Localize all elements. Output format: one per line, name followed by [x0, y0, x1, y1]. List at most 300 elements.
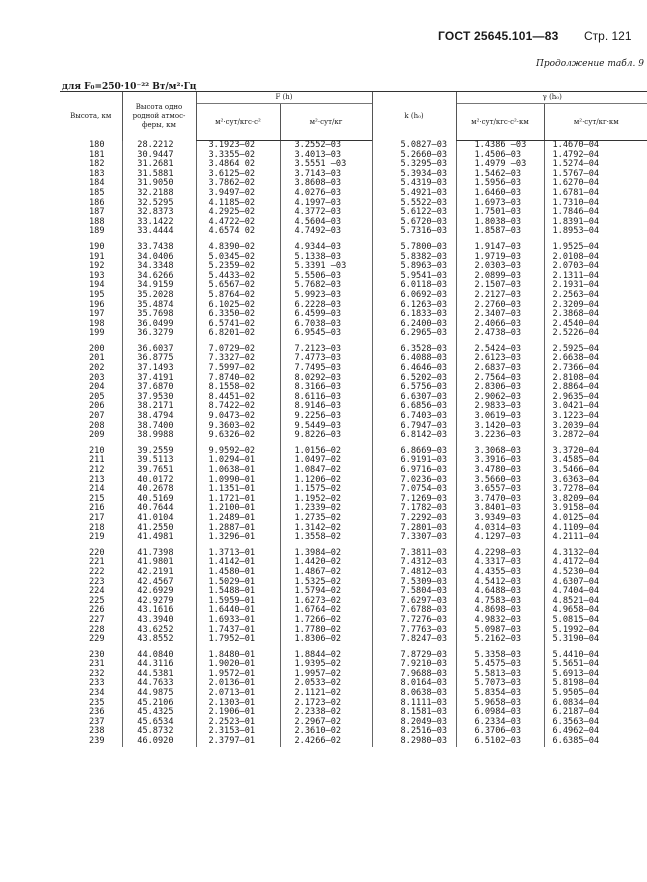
cell-k: 8.2049—03	[372, 718, 456, 728]
cell-gamma-kgs: 1.9147—03	[456, 243, 544, 253]
cell-gamma-kg: 2.0703—04	[544, 262, 647, 272]
cell-f-kg: 1.2735—02	[280, 514, 372, 524]
cell-gamma-kgs: 3.3068—03	[456, 447, 544, 457]
cell-atm-height: 46.0920	[122, 737, 196, 747]
cell-k: 5.7800—03	[372, 243, 456, 253]
cell-k: 5.5522—03	[372, 199, 456, 209]
cell-height: 196	[88, 299, 105, 310]
cell-f-kgs: 1.4142—01	[196, 558, 280, 568]
cell-gamma-kgs: 3.2236—03	[456, 431, 544, 441]
cell-f-kgs: 8.1558—02	[196, 383, 280, 393]
cell-gamma-kg: 4.5230—04	[544, 568, 647, 578]
cell-gamma-kgs: 2.1507—03	[456, 281, 544, 291]
cell-f-kgs: 5.0345—02	[196, 253, 280, 263]
cell-f-kgs: 3.9497—02	[196, 189, 280, 199]
cell-gamma-kg: 2.6638—04	[544, 354, 647, 364]
cell-atm-height: 42.6929	[122, 587, 196, 597]
cell-f-kg: 4.7492—03	[280, 227, 372, 237]
cell-gamma-kgs: 1.7501—03	[456, 208, 544, 218]
cell-k: 7.1269—03	[372, 495, 456, 505]
cell-f-kgs: 2.2523—01	[196, 718, 280, 728]
cell-gamma-kg: 5.1992—04	[544, 626, 647, 636]
cell-gamma-kgs: 4.6488—03	[456, 587, 544, 597]
cell-atm-height: 40.0172	[122, 476, 196, 486]
cell-f-kgs: 1.1721—01	[196, 495, 280, 505]
cell-height: 180	[88, 139, 105, 150]
cell-gamma-kgs: 1.4506—03	[456, 151, 544, 161]
cell-gamma-kg: 5.0815—04	[544, 616, 647, 626]
cell-height: 233	[88, 678, 105, 689]
cell-gamma-kg: 3.0421—04	[544, 402, 647, 412]
cell-k: 6.4088—03	[372, 354, 456, 364]
cell-height: 198	[88, 318, 105, 329]
cell-gamma-kg: 3.2039—04	[544, 422, 647, 432]
cell-k: 7.6297—03	[372, 597, 456, 607]
cell-gamma-kg: 4.9658—04	[544, 606, 647, 616]
cell-f-kgs: 9.9592—02	[196, 447, 280, 457]
cell-gamma-kgs: 4.0314—03	[456, 524, 544, 534]
cell-f-kgs: 2.3153—01	[196, 727, 280, 737]
cell-f-kg: 1.1575—02	[280, 485, 372, 495]
cell-gamma-kg: 1.5274—04	[544, 160, 647, 170]
cell-gamma-kg: 4.2111—04	[544, 533, 647, 543]
cell-height: 231	[88, 659, 105, 670]
cell-k: 6.1263—03	[372, 301, 456, 311]
cell-atm-height: 36.3279	[122, 329, 196, 339]
cell-atm-height: 31.5881	[122, 170, 196, 180]
cell-gamma-kgs: 5.2162—03	[456, 635, 544, 645]
cell-height: 224	[88, 586, 105, 597]
cell-gamma-kgs: 2.0303—03	[456, 262, 544, 272]
cell-gamma-kg: 4.1109—04	[544, 524, 647, 534]
cell-atm-height: 31.9050	[122, 179, 196, 189]
cell-height: 239	[88, 736, 105, 747]
cell-f-kgs: 1.2489—01	[196, 514, 280, 524]
cell-k: 8.0164—03	[372, 679, 456, 689]
cell-f-kgs: 9.0473—02	[196, 412, 280, 422]
cell-f-kg: 1.3142—02	[280, 524, 372, 534]
cell-height: 220	[88, 547, 105, 558]
cell-f-kg: 1.7780—02	[280, 626, 372, 636]
cell-f-kgs: 6.1025—02	[196, 301, 280, 311]
cell-f-kgs: 1.3296—01	[196, 533, 280, 543]
cell-atm-height: 33.7438	[122, 243, 196, 253]
cell-gamma-kg: 3.3720—04	[544, 447, 647, 457]
cell-k: 5.8382—03	[372, 253, 456, 263]
cell-f-kg: 2.0533—02	[280, 679, 372, 689]
col-header-f-kg: м²·сут/кг	[280, 104, 372, 141]
cell-height: 189	[88, 226, 105, 237]
cell-k: 6.0118—03	[372, 281, 456, 291]
cell-height: 208	[88, 420, 105, 431]
cell-height: 221	[88, 557, 105, 568]
cell-height: 225	[88, 595, 105, 606]
cell-f-kg: 9.2256—03	[280, 412, 372, 422]
cell-height: 230	[88, 649, 105, 660]
cell-gamma-kgs: 2.3407—03	[456, 310, 544, 320]
cell-atm-height: 40.5169	[122, 495, 196, 505]
cell-f-kgs: 1.2100—01	[196, 504, 280, 514]
table-row	[60, 533, 647, 543]
table-body	[60, 141, 647, 747]
cell-gamma-kg: 5.9505—04	[544, 689, 647, 699]
cell-height: 205	[88, 391, 105, 402]
cell-atm-height: 36.8775	[122, 354, 196, 364]
cell-atm-height: 42.4567	[122, 578, 196, 588]
cell-f-kg: 6.9545—03	[280, 329, 372, 339]
cell-f-kg: 2.1723—02	[280, 699, 372, 709]
cell-f-kgs: 1.8480—01	[196, 651, 280, 661]
cell-gamma-kg: 5.6913—04	[544, 670, 647, 680]
col-header-gamma-kgs: м²·сут/кгс·с²·км	[456, 104, 544, 141]
cell-atm-height: 45.4325	[122, 708, 196, 718]
cell-f-kg: 1.0156—02	[280, 447, 372, 457]
col-header-gamma-kg: м²·сут/кг·км	[544, 104, 647, 141]
cell-f-kgs: 1.0638—01	[196, 466, 280, 476]
cell-f-kgs: 4.8390—02	[196, 243, 280, 253]
cell-gamma-kgs: 3.8401—03	[456, 504, 544, 514]
cell-height: 187	[88, 207, 105, 218]
cell-height: 228	[88, 624, 105, 635]
cell-f-kg: 7.4773—03	[280, 354, 372, 364]
cell-height: 223	[88, 576, 105, 587]
table-row	[60, 431, 647, 441]
cell-gamma-kgs: 5.3358—03	[456, 651, 544, 661]
cell-gamma-kg: 5.5651—04	[544, 660, 647, 670]
cell-gamma-kg: 3.8209—04	[544, 495, 647, 505]
col-header-k: k (h₀)	[372, 92, 456, 141]
cell-f-kgs: 4.4722—02	[196, 218, 280, 228]
cell-k: 7.9688—03	[372, 670, 456, 680]
cell-k: 7.5804—03	[372, 587, 456, 597]
cell-gamma-kgs: 6.2334—03	[456, 718, 544, 728]
cell-f-kg: 5.7682—03	[280, 281, 372, 291]
cell-atm-height: 39.7651	[122, 466, 196, 476]
cell-f-kgs: 8.7422—02	[196, 402, 280, 412]
cell-k: 7.5309—03	[372, 578, 456, 588]
cell-gamma-kg: 4.0125—04	[544, 514, 647, 524]
cell-gamma-kgs: 3.9349—03	[456, 514, 544, 524]
cell-atm-height: 37.1493	[122, 364, 196, 374]
cell-gamma-kgs: 2.4738—03	[456, 329, 544, 339]
cell-f-kgs: 7.3327—02	[196, 354, 280, 364]
cell-atm-height: 39.2559	[122, 447, 196, 457]
cell-atm-height: 41.4981	[122, 533, 196, 543]
cell-f-kgs: 8.4451—02	[196, 393, 280, 403]
cell-gamma-kgs: 1.9719—03	[456, 253, 544, 263]
cell-f-kgs: 1.9020—01	[196, 660, 280, 670]
cell-f-kgs: 7.8740—02	[196, 374, 280, 384]
cell-gamma-kg: 1.6270—04	[544, 179, 647, 189]
cell-f-kgs: 1.5959—01	[196, 597, 280, 607]
cell-k: 7.9210—03	[372, 660, 456, 670]
cell-f-kgs: 1.0294—01	[196, 456, 280, 466]
cell-atm-height: 44.0840	[122, 651, 196, 661]
cell-gamma-kg: 3.6363—04	[544, 476, 647, 486]
cell-atm-height: 32.8373	[122, 208, 196, 218]
cell-k: 8.1581—03	[372, 708, 456, 718]
cell-f-kg: 1.6764—02	[280, 606, 372, 616]
cell-k: 5.4921—03	[372, 189, 456, 199]
cell-f-kg: 1.8844—02	[280, 651, 372, 661]
cell-f-kg: 4.5604—03	[280, 218, 372, 228]
cell-gamma-kgs: 2.4066—03	[456, 320, 544, 330]
cell-k: 7.8729—03	[372, 651, 456, 661]
cell-f-kg: 1.0847—02	[280, 466, 372, 476]
table-row	[60, 329, 647, 339]
cell-gamma-kg: 2.8108—04	[544, 374, 647, 384]
cell-f-kgs: 2.3797—01	[196, 737, 280, 747]
cell-gamma-kg: 4.7404—04	[544, 587, 647, 597]
cell-height: 194	[88, 280, 105, 291]
cell-height: 218	[88, 522, 105, 533]
cell-f-kgs: 4.1185—02	[196, 199, 280, 209]
standard-title: ГОСТ 25645.101—83	[438, 29, 559, 43]
cell-atm-height: 43.3940	[122, 616, 196, 626]
cell-height: 209	[88, 430, 105, 441]
cell-k: 5.3934—03	[372, 170, 456, 180]
cell-f-kgs: 2.1906—01	[196, 708, 280, 718]
cell-f-kgs: 2.0713—01	[196, 689, 280, 699]
cell-height: 236	[88, 707, 105, 718]
cell-gamma-kgs: 1.5956—03	[456, 179, 544, 189]
cell-gamma-kg: 6.6385—04	[544, 737, 647, 747]
cell-gamma-kgs: 3.4780—03	[456, 466, 544, 476]
cell-f-kgs: 5.2359—02	[196, 262, 280, 272]
cell-f-kgs: 1.7952—01	[196, 635, 280, 645]
cell-gamma-kgs: 1.4979 —03	[456, 160, 544, 170]
cell-f-kgs: 3.4864 02	[196, 160, 280, 170]
cell-gamma-kgs: 2.9833—03	[456, 402, 544, 412]
cell-height: 184	[88, 178, 105, 189]
cell-f-kgs: 3.7862—02	[196, 179, 280, 189]
cell-f-kg: 1.9395—02	[280, 660, 372, 670]
cell-k: 6.9191—03	[372, 456, 456, 466]
cell-gamma-kgs: 4.9832—03	[456, 616, 544, 626]
cell-f-kg: 4.0276—03	[280, 189, 372, 199]
cell-gamma-kgs: 2.2127—03	[456, 291, 544, 301]
cell-height: 190	[88, 241, 105, 252]
cell-height: 229	[88, 634, 105, 645]
cell-atm-height: 38.7400	[122, 422, 196, 432]
cell-gamma-kg: 2.4540—04	[544, 320, 647, 330]
cell-f-kg: 1.4867—02	[280, 568, 372, 578]
cell-k: 8.2516—03	[372, 727, 456, 737]
cell-gamma-kg: 3.2872—04	[544, 431, 647, 441]
cell-f-kgs: 6.5741—02	[196, 320, 280, 330]
cell-f-kg: 1.9957—02	[280, 670, 372, 680]
cell-k: 7.4812—03	[372, 568, 456, 578]
cell-k: 6.9716—03	[372, 466, 456, 476]
cell-gamma-kg: 1.7846—04	[544, 208, 647, 218]
cell-f-kgs: 3.1923—02	[196, 141, 280, 151]
cell-gamma-kgs: 2.0899—03	[456, 272, 544, 282]
cell-gamma-kgs: 1.8038—03	[456, 218, 544, 228]
cell-gamma-kg: 2.9635—04	[544, 393, 647, 403]
cell-f-kg: 5.1338—03	[280, 253, 372, 263]
cell-f-kgs: 4.6574 02	[196, 227, 280, 237]
cell-gamma-kg: 4.3132—04	[544, 549, 647, 559]
cell-height: 195	[88, 289, 105, 300]
cell-atm-height: 44.5381	[122, 670, 196, 680]
cell-f-kgs: 6.3350—02	[196, 310, 280, 320]
cell-gamma-kg: 6.4962—04	[544, 727, 647, 737]
cell-f-kg: 5.5506—03	[280, 272, 372, 282]
cell-gamma-kg: 1.8391—04	[544, 218, 647, 228]
cell-f-kg: 6.2228—03	[280, 301, 372, 311]
cell-gamma-kg: 1.9525—04	[544, 243, 647, 253]
cell-atm-height: 36.6037	[122, 345, 196, 355]
cell-gamma-kgs: 1.4386 —03	[456, 141, 544, 151]
cell-gamma-kg: 4.4172—04	[544, 558, 647, 568]
cell-gamma-kg: 2.7366—04	[544, 364, 647, 374]
cell-k: 6.6307—03	[372, 393, 456, 403]
cell-k: 6.8142—03	[372, 431, 456, 441]
cell-atm-height: 38.9988	[122, 431, 196, 441]
cell-k: 5.2660—03	[372, 151, 456, 161]
cell-k: 8.2980—03	[372, 737, 456, 747]
cell-f-kg: 8.0292—03	[280, 374, 372, 384]
cell-atm-height: 43.8552	[122, 635, 196, 645]
col-header-atm-height: Высота одно родной атмос-феры, км	[122, 92, 196, 141]
cell-atm-height: 45.8732	[122, 727, 196, 737]
cell-atm-height: 28.2212	[122, 141, 196, 151]
cell-gamma-kgs: 3.6557—03	[456, 485, 544, 495]
cell-k: 5.6720—03	[372, 218, 456, 228]
cell-gamma-kgs: 2.9062—03	[456, 393, 544, 403]
cell-atm-height: 31.2681	[122, 160, 196, 170]
cell-f-kgs: 5.8764—02	[196, 291, 280, 301]
cell-k: 7.0236—03	[372, 476, 456, 486]
cell-f-kg: 1.3558—02	[280, 533, 372, 543]
cell-height: 200	[88, 343, 105, 354]
cell-height: 222	[88, 566, 105, 577]
cell-gamma-kgs: 5.9658—03	[456, 699, 544, 709]
cell-f-kgs: 3.6125—02	[196, 170, 280, 180]
cell-height: 237	[88, 716, 105, 727]
cell-f-kg: 5.9923—03	[280, 291, 372, 301]
cell-k: 6.5756—03	[372, 383, 456, 393]
cell-gamma-kgs: 3.1420—03	[456, 422, 544, 432]
cell-f-kgs: 7.0729—02	[196, 345, 280, 355]
cell-f-kg: 6.7038—03	[280, 320, 372, 330]
cell-k: 6.2965—03	[372, 329, 456, 339]
table-header-row	[60, 92, 647, 104]
cell-atm-height: 30.9447	[122, 151, 196, 161]
cell-gamma-kgs: 5.5813—03	[456, 670, 544, 680]
cell-gamma-kg: 3.7278—04	[544, 485, 647, 495]
cell-gamma-kg: 2.3209—04	[544, 301, 647, 311]
cell-f-kg: 6.4599—03	[280, 310, 372, 320]
cell-f-kg: 5.3391 —03	[280, 262, 372, 272]
cell-f-kg: 1.8306—02	[280, 635, 372, 645]
cell-gamma-kg: 1.4792—04	[544, 151, 647, 161]
cell-f-kg: 1.3984—02	[280, 549, 372, 559]
cell-atm-height: 43.6252	[122, 626, 196, 636]
cell-gamma-kg: 2.3868—04	[544, 310, 647, 320]
cell-k: 6.7403—03	[372, 412, 456, 422]
cell-gamma-kgs: 1.6460—03	[456, 189, 544, 199]
cell-k: 6.0692—03	[372, 291, 456, 301]
cell-k: 5.9541—03	[372, 272, 456, 282]
cell-atm-height: 42.2191	[122, 568, 196, 578]
cell-f-kgs: 1.2887—01	[196, 524, 280, 534]
cell-gamma-kgs: 2.8306—03	[456, 383, 544, 393]
cell-height: 206	[88, 401, 105, 412]
cell-height: 191	[88, 251, 105, 262]
cell-f-kg: 3.8608—03	[280, 179, 372, 189]
cell-f-kg: 2.1121—02	[280, 689, 372, 699]
cell-k: 7.3307—03	[372, 533, 456, 543]
cell-atm-height: 41.0104	[122, 514, 196, 524]
cell-gamma-kg: 2.5925—04	[544, 345, 647, 355]
cell-f-kg: 3.5551 —03	[280, 160, 372, 170]
cell-gamma-kgs: 3.3916—03	[456, 456, 544, 466]
cell-k: 7.2292—03	[372, 514, 456, 524]
cell-gamma-kgs: 4.5412—03	[456, 578, 544, 588]
cell-atm-height: 44.3116	[122, 660, 196, 670]
col-header-height: Высота, км	[60, 92, 122, 141]
cell-gamma-kgs: 6.5102—03	[456, 737, 544, 747]
cell-f-kgs: 2.1303—01	[196, 699, 280, 709]
cell-f-kgs: 5.4433—02	[196, 272, 280, 282]
cell-gamma-kg: 1.4670—04	[544, 141, 647, 151]
cell-f-kg: 1.0497—02	[280, 456, 372, 466]
cell-atm-height: 34.6266	[122, 272, 196, 282]
cell-height: 216	[88, 503, 105, 514]
cell-gamma-kg: 2.8864—04	[544, 383, 647, 393]
cell-k: 7.3811—03	[372, 549, 456, 559]
cell-k: 6.8669—03	[372, 447, 456, 457]
cell-k: 7.6788—03	[372, 606, 456, 616]
cell-height: 232	[88, 668, 105, 679]
cell-f-kgs: 1.9572—01	[196, 670, 280, 680]
cell-gamma-kgs: 2.6837—03	[456, 364, 544, 374]
cell-gamma-kg: 3.5466—04	[544, 466, 647, 476]
cell-f-kgs: 1.3713—01	[196, 549, 280, 559]
cell-height: 188	[88, 216, 105, 227]
cell-f-kgs: 1.7437—01	[196, 626, 280, 636]
cell-height: 192	[88, 261, 105, 272]
data-table	[60, 91, 647, 747]
cell-gamma-kgs: 2.2760—03	[456, 301, 544, 311]
cell-gamma-kgs: 3.5660—03	[456, 476, 544, 486]
cell-atm-height: 37.9530	[122, 393, 196, 403]
cell-k: 6.1833—03	[372, 310, 456, 320]
cell-atm-height: 41.9801	[122, 558, 196, 568]
cell-atm-height: 33.1422	[122, 218, 196, 228]
table-condition: для F₀=250·10⁻²² Вт/м²·Гц	[62, 82, 197, 92]
cell-k: 7.0754—03	[372, 485, 456, 495]
cell-gamma-kg: 6.3563—04	[544, 718, 647, 728]
cell-f-kg: 4.3772—03	[280, 208, 372, 218]
col-header-f-kgs: м²·сут/кгс·с²	[196, 104, 280, 141]
cell-gamma-kg: 3.1223—04	[544, 412, 647, 422]
cell-f-kg: 1.5325—02	[280, 578, 372, 588]
cell-height: 235	[88, 697, 105, 708]
cell-height: 181	[88, 149, 105, 160]
cell-height: 227	[88, 614, 105, 625]
cell-height: 185	[88, 187, 105, 198]
cell-f-kg: 1.7266—02	[280, 616, 372, 626]
table-row	[60, 737, 647, 747]
cell-f-kgs: 1.6440—01	[196, 606, 280, 616]
cell-k: 6.3528—03	[372, 345, 456, 355]
cell-gamma-kg: 5.3190—04	[544, 635, 647, 645]
cell-gamma-kg: 6.0834—04	[544, 699, 647, 709]
cell-k: 8.1111—03	[372, 699, 456, 709]
cell-k: 5.4319—03	[372, 179, 456, 189]
